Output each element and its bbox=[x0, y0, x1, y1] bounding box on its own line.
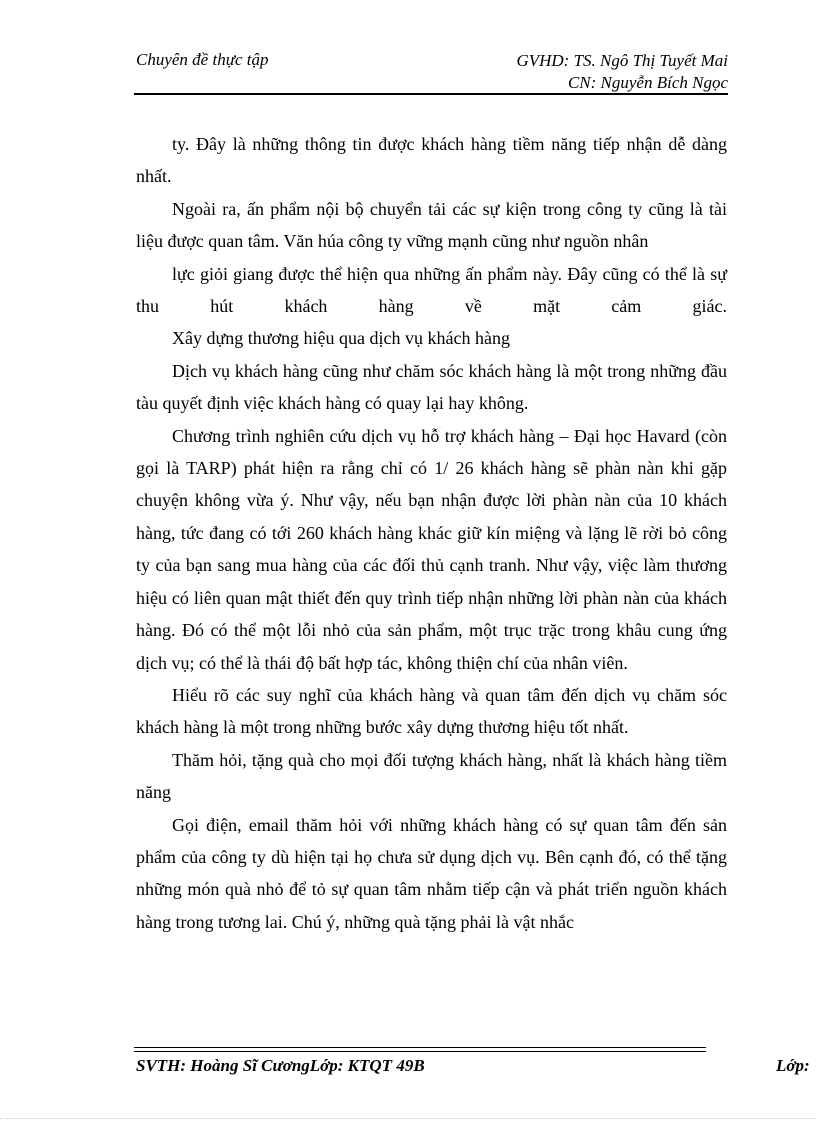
document-body bbox=[136, 128, 727, 938]
paragraph: Hiểu rõ các suy nghĩ của khách hàng và quan tâm đến dịch vụ chăm sóc khách hàng là một trong những bước xây dựng thương hiệu tốt nhất. bbox=[136, 684, 727, 738]
footer-class-label: Lớp: bbox=[776, 1056, 810, 1075]
page-edge bbox=[0, 1118, 816, 1119]
footer-student-info: SVTH: Hoàng Sĩ CươngLớp: KTQT 49B bbox=[136, 1056, 425, 1075]
paragraph: Chương trình nghiên cứu dịch vụ hỗ trợ khách hàng – Đại học Havard (còn gọi là TARP) phát hiện ra rằng chỉ có 1/ 26 khách hàng sẽ phàn nàn khi gặp chuyện không vừa ý. Như vậy, nếu bạn nhận được lời phàn nàn của 10 khách hàng, tức đang có tới 260 khách hàng khác giữ kín miệng và lặng lẽ rời bỏ công ty của bạn sang mua hàng của các đối thủ cạnh tranh. Như vậy, việc làm thương hiệu có liên quan mật thiết đến quy trình tiếp nhận những lời phàn nàn của khách hàng. Đó có thể một lỗi nhỏ của sản phẩm, một trục trặc trong khâu cung ứng dịch vụ; có thể là thái độ bất hợp tác, không thiện chí của nhân viên. bbox=[136, 425, 727, 673]
paragraph: Gọi điện, email thăm hỏi với những khách hàng có sự quan tâm đến sản phẩm của công ty dù hiện tại họ chưa sử dụng dịch vụ. Bên cạnh đó, có thể tặng những món quà nhỏ để tỏ sự quan tâm nhằm tiếp cận và phát triển nguồn khách hàng trong tương lai. Chú ý, những quà tặng phải là vật nhắc bbox=[136, 814, 727, 932]
paragraph: Ngoài ra, ấn phẩm nội bộ chuyển tải các sự kiện trong công ty cũng là tài liệu được quan tâm. Văn húa công ty vững mạnh cũng như nguồn nhân bbox=[136, 198, 727, 252]
section-heading: Xây dựng thương hiệu qua dịch vụ khách hàng bbox=[172, 328, 510, 349]
paragraph: lực giỏi giang được thể hiện qua những ấn phẩm này. Đây cũng có thể là sự thu hút khách hàng về mặt cảm giác. bbox=[136, 263, 727, 317]
header-supervisors bbox=[516, 50, 728, 94]
header-divider bbox=[134, 93, 728, 95]
paragraph: ty. Đây là những thông tin được khách hàng tiềm năng tiếp nhận dễ dàng nhất. bbox=[136, 134, 727, 187]
footer-divider bbox=[134, 1047, 706, 1052]
header-course-title: Chuyên đề thực tập bbox=[136, 50, 269, 69]
header-supervisor-cn: CN: Nguyễn Bích Ngọc bbox=[567, 73, 728, 92]
paragraph: Dịch vụ khách hàng cũng như chăm sóc khách hàng là một trong những đầu tàu quyết định việc khách hàng có quay lại hay không. bbox=[136, 360, 727, 414]
header-supervisor-gvhd: GVHD: TS. Ngô Thị Tuyết Mai bbox=[516, 51, 728, 70]
section-heading: Thăm hỏi, tặng quà cho mọi đối tượng khách hàng, nhất là khách hàng tiềm năng bbox=[136, 749, 727, 803]
